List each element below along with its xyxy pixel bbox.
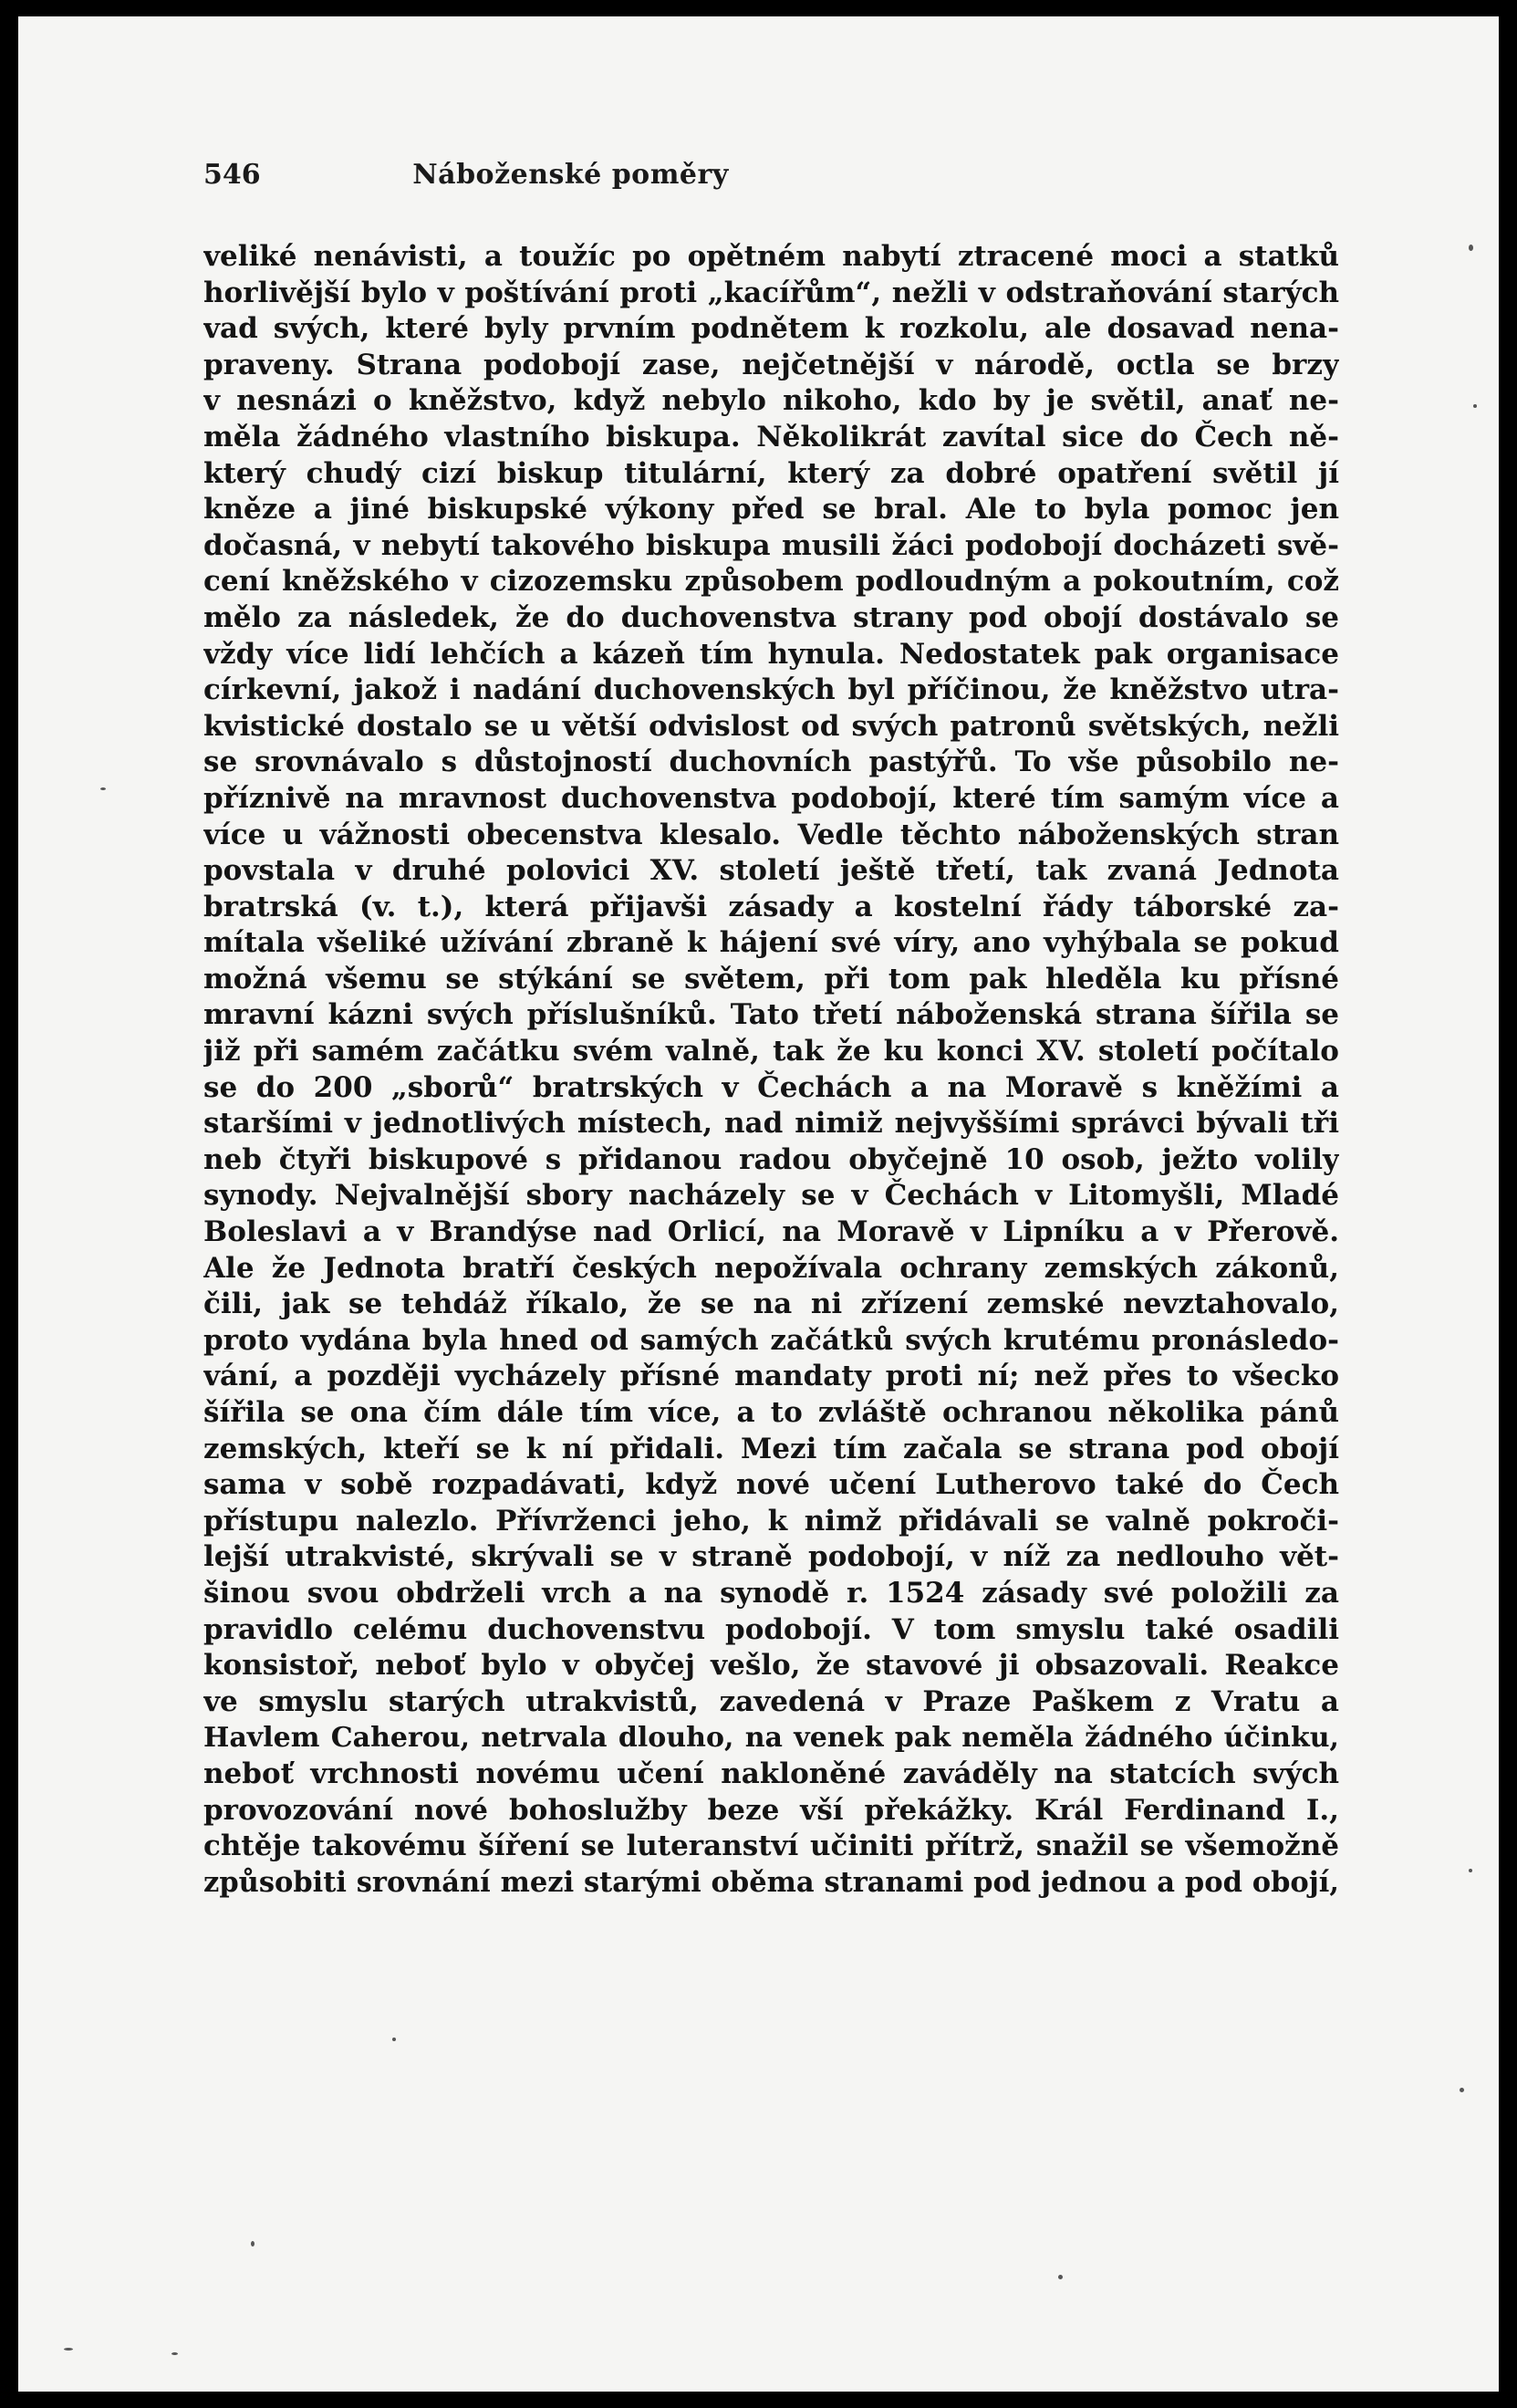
text-line: bratrská (v. t.), která přijavši zásady a kostelní řády táborské za- [203, 890, 1339, 923]
running-head: Náboženské poměry [412, 159, 729, 191]
text-line: šířila se ona čím dále tím více, a to zvláště ochranou několika pánů [203, 1396, 1339, 1429]
text-line: Boleslavi a v Brandýse nad Orlicí, na Moravě v Lipníku a v Přerově. [203, 1215, 1339, 1249]
text-line: pravidlo celému duchovenstvu podobojí. V tom smyslu také osadili [203, 1612, 1339, 1646]
speck [100, 787, 106, 790]
text-line: mítala všeliké užívání zbraně k hájení své víry, ano vyhýbala se pokud [203, 926, 1339, 960]
text-line: církevní, jakož i nadání duchovenských byl příčinou, že kněžstvo utra- [203, 673, 1339, 707]
text-line: přístupu nalezlo. Přívrženci jeho, k nimž přidávali se valně pokroči- [203, 1504, 1339, 1538]
text-line: který chudý cizí biskup titulární, který za dobré opatření světil jí [203, 456, 1339, 490]
text-line: neboť vrchnosti novému učení nakloněné zaváděly na statcích svých [203, 1756, 1339, 1790]
text-line: neb čtyři biskupové s přidanou radou obyčejně 10 osob, ježto volily [203, 1142, 1339, 1176]
text-line: příznivě na mravnost duchovenstva podobojí, které tím samým více a [203, 781, 1339, 815]
speck [1469, 245, 1473, 251]
speck [1469, 1869, 1472, 1872]
text-line: proto vydána byla hned od samých začátků svých krutému pronásledo- [203, 1323, 1339, 1357]
text-line: způsobiti srovnání mezi starými oběma stranami pod jednou a pod obojí, [203, 1865, 1339, 1899]
page-header [203, 150, 938, 204]
text-line: se srovnávalo s důstojností duchovních pastýřů. To vše působilo ne- [203, 745, 1339, 779]
text-line: horlivější bylo v poštívání proti „kacířům“, nežli v odstraňování starých [203, 276, 1339, 309]
text-line: cení kněžského v cizozemsku způsobem podloudným a pokoutním, což [203, 565, 1339, 599]
text-line: Ale že Jednota bratří českých nepožívala ochrany zemských zákonů, [203, 1251, 1339, 1285]
text-line: provozování nové bohoslužby beze vší překážky. Král Ferdinand I., [203, 1793, 1339, 1827]
text-line: ve smyslu starých utrakvistů, zavedená v Praze Paškem z Vratu a [203, 1684, 1339, 1718]
speck [171, 2352, 178, 2355]
text-line: praveny. Strana podobojí zase, nejčetnější v národě, octla se brzy [203, 348, 1339, 381]
text-line: dočasná, v nebytí takového biskupa musili žáci podobojí docházeti svě- [203, 528, 1339, 562]
text-line: lejší utrakvisté, skrývali se v straně podobojí, v níž za nedlouho vět- [203, 1540, 1339, 1574]
text-line: veliké nenávisti, a toužíc po opětném nabytí ztracené moci a statků [203, 240, 1339, 273]
text-line: vání, a později vycházely přísné mandaty proti ní; než přes to všecko [203, 1360, 1339, 1393]
text-line: konsistoř, neboť bylo v obyčej vešlo, že stavové ji obsazovali. Reakce [203, 1649, 1339, 1683]
text-line: možná všemu se stýkání se světem, při tom pak hleděla ku přísné [203, 962, 1339, 996]
text-line: více u vážnosti obecenstva klesalo. Vedle těchto náboženských stran [203, 818, 1339, 851]
speck [64, 2348, 73, 2351]
page-number: 546 [203, 159, 261, 191]
text-line: vždy více lidí lehčích a kázeň tím hynula. Nedostatek pak organisace [203, 637, 1339, 671]
text-line: synody. Nejvalnější sbory nacházely se v Čechách v Litomyšli, Mladé [203, 1179, 1339, 1213]
text-line: kněze a jiné biskupské výkony před se bral. Ale to byla pomoc jen [203, 493, 1339, 526]
text-line: mělo za následek, že do duchovenstva strany pod obojí dostávalo se [203, 600, 1339, 634]
text-line: mravní kázni svých příslušníků. Tato třetí náboženská strana šířila se [203, 998, 1339, 1032]
text-line: chtěje takovému šíření se luteranství učiniti přítrž, snažil se všemožně [203, 1829, 1339, 1863]
speck [392, 2038, 396, 2041]
text-line: zemských, kteří se k ní přidali. Mezi tím začala se strana pod obojí [203, 1432, 1339, 1465]
text-line: v nesnázi o kněžstvo, když nebylo nikoho, kdo by je světil, anať ne- [203, 384, 1339, 418]
text-line: sama v sobě rozpadávati, když nové učení Lutherovo také do Čech [203, 1468, 1339, 1502]
speck [1460, 2088, 1464, 2092]
text-line: měla žádného vlastního biskupa. Několikrát zavítal sice do Čech ně- [203, 420, 1339, 453]
body-text [203, 239, 1339, 1901]
text-line: povstala v druhé polovici XV. století ještě třetí, tak zvaná Jednota [203, 854, 1339, 888]
speck [1473, 404, 1477, 408]
speck [251, 2241, 255, 2246]
speck [1058, 2275, 1063, 2279]
text-line: se do 200 „sborů“ bratrských v Čechách a na Moravě s kněžími a [203, 1070, 1339, 1104]
text-line: šinou svou obdrželi vrch a na synodě r. 1524 zásady své položili za [203, 1576, 1339, 1610]
text-line: staršími v jednotlivých místech, nad nimiž nejvyššími správci bývali tři [203, 1107, 1339, 1141]
text-line: již při samém začátku svém valně, tak že ku konci XV. století počítalo [203, 1035, 1339, 1068]
text-line: kvistické dostalo se u větší odvislost od svých patronů světských, nežli [203, 709, 1339, 743]
text-line: Havlem Caherou, netrvala dlouho, na venek pak neměla žádného účinku, [203, 1722, 1339, 1755]
text-line: čili, jak se tehdáž říkalo, že se na ni zřízení zemské nevztahovalo, [203, 1287, 1339, 1321]
text-line: vad svých, které byly prvním podnětem k rozkolu, ale dosavad nena- [203, 312, 1339, 346]
book-page [18, 16, 1499, 2392]
